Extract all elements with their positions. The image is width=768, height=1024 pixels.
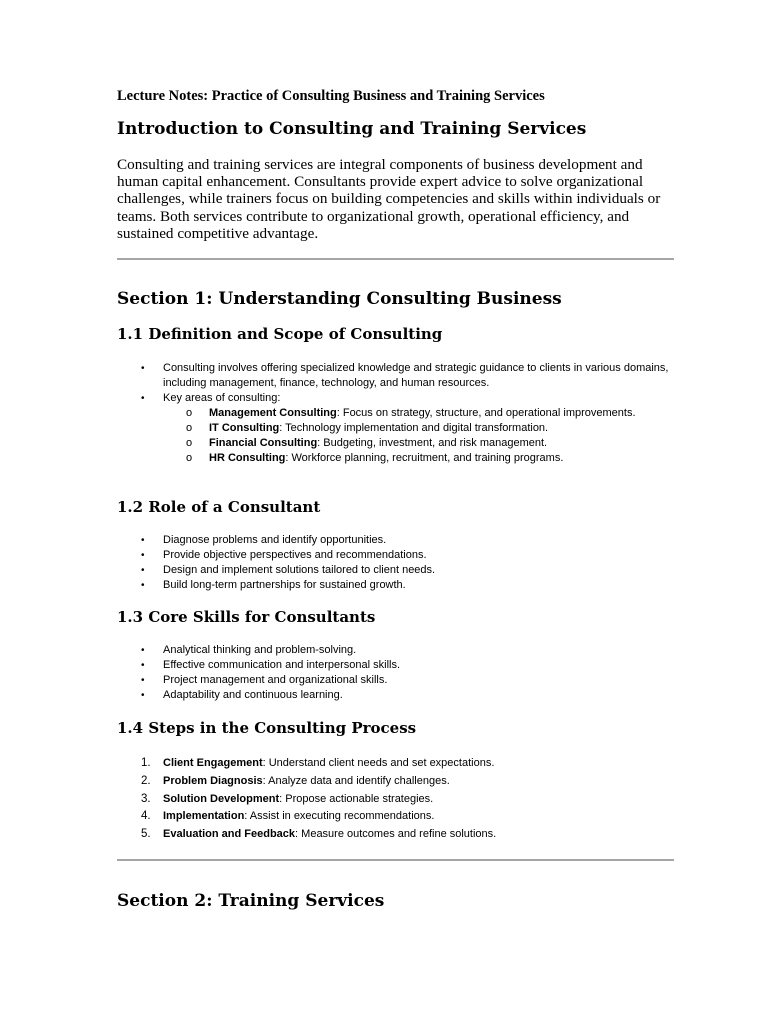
bullet-icon: • bbox=[141, 580, 145, 591]
sub-bullet-icon: o bbox=[186, 437, 193, 449]
bullet-icon: • bbox=[141, 645, 145, 656]
section-2-heading: Section 2: Training Services bbox=[117, 891, 385, 911]
step-term: Client Engagement bbox=[163, 757, 263, 769]
step-term: Solution Development bbox=[163, 792, 280, 805]
bullet-icon: • bbox=[141, 535, 145, 546]
list-item-text: Adaptability and continuous learning. bbox=[163, 689, 343, 701]
area-description: : Budgeting, investment, and risk management. bbox=[317, 437, 548, 449]
list-item-text: Consulting involves offering specialized knowledge and strategic guidance to clients in various domains, including management, finance, technology, and human resources. bbox=[163, 362, 669, 389]
consultant-role-list bbox=[117, 533, 674, 593]
step-description: : Propose actionable strategies. bbox=[279, 792, 434, 805]
section-1-heading: Section 1: Understanding Consulting Business bbox=[117, 289, 562, 309]
list-item bbox=[117, 773, 674, 791]
list-item-text: Key areas of consulting: bbox=[163, 392, 281, 404]
list-item bbox=[117, 578, 674, 593]
list-item bbox=[117, 808, 674, 826]
list-item bbox=[117, 361, 674, 391]
area-term: Management Consulting bbox=[209, 407, 337, 419]
list-item bbox=[117, 658, 674, 673]
step-number: 5. bbox=[141, 828, 151, 841]
sub-bullet-icon: o bbox=[186, 407, 193, 419]
list-item-text: Build long-term partnerships for sustained growth. bbox=[163, 579, 406, 591]
list-item bbox=[117, 563, 674, 578]
subsection-1-2-heading: 1.2 Role of a Consultant bbox=[117, 498, 321, 516]
consulting-definition-list bbox=[117, 361, 674, 466]
bullet-icon: • bbox=[141, 660, 145, 671]
list-item bbox=[117, 643, 674, 658]
sub-bullet-icon: o bbox=[186, 452, 193, 464]
list-item bbox=[117, 548, 674, 563]
bullet-icon: • bbox=[141, 550, 145, 561]
subsection-1-3-heading: 1.3 Core Skills for Consultants bbox=[117, 608, 376, 626]
area-term: IT Consulting bbox=[209, 422, 280, 434]
list-item-text: Analytical thinking and problem-solving. bbox=[163, 644, 357, 656]
list-item bbox=[163, 421, 674, 436]
list-item bbox=[163, 406, 674, 421]
bullet-icon: • bbox=[141, 675, 145, 686]
step-number: 3. bbox=[141, 792, 151, 805]
area-description: : Technology implementation and digital transformation. bbox=[279, 422, 549, 434]
step-term: Problem Diagnosis bbox=[163, 774, 263, 787]
consulting-areas-list bbox=[163, 406, 674, 466]
step-description: : Analyze data and identify challenges. bbox=[262, 774, 450, 787]
list-item bbox=[117, 791, 674, 809]
subsection-1-4-heading: 1.4 Steps in the Consulting Process bbox=[117, 719, 417, 737]
sub-bullet-icon: o bbox=[186, 422, 193, 434]
list-item-text: Diagnose problems and identify opportunities. bbox=[163, 534, 387, 546]
step-description: : Understand client needs and set expectations. bbox=[262, 757, 495, 769]
step-number: 2. bbox=[141, 774, 151, 787]
bullet-icon: • bbox=[141, 393, 145, 404]
step-term: Evaluation and Feedback bbox=[163, 828, 296, 841]
intro-heading: Introduction to Consulting and Training Services bbox=[117, 119, 587, 139]
intro-paragraph: Consulting and training services are integral components of business development and human capital enhancement. Consultants provide expert advice to solve organizational challenges, while trainers focus on building competencies and skills within individuals or teams. Both services contribute to organizational growth, operational efficiency, and sustained competitive advantage. bbox=[117, 156, 661, 242]
list-item-text: Design and implement solutions tailored to client needs. bbox=[163, 564, 436, 576]
bullet-icon: • bbox=[141, 565, 145, 576]
list-item bbox=[117, 826, 674, 844]
list-item bbox=[117, 755, 674, 773]
list-item-text: Project management and organizational skills. bbox=[163, 674, 388, 686]
area-description: : Focus on strategy, structure, and operational improvements. bbox=[336, 407, 636, 419]
list-item bbox=[117, 673, 674, 688]
consulting-steps-list bbox=[117, 755, 674, 844]
area-term: HR Consulting bbox=[209, 452, 286, 464]
step-description: : Measure outcomes and refine solutions. bbox=[295, 828, 497, 841]
step-number: 4. bbox=[141, 810, 151, 823]
area-term: Financial Consulting bbox=[209, 437, 318, 449]
list-item bbox=[117, 391, 674, 466]
step-term: Implementation bbox=[163, 810, 245, 823]
bullet-icon: • bbox=[141, 363, 145, 374]
list-item-text: Provide objective perspectives and recommendations. bbox=[163, 549, 427, 561]
horizontal-rule bbox=[117, 859, 674, 861]
step-description: : Assist in executing recommendations. bbox=[244, 810, 435, 823]
bullet-icon: • bbox=[141, 690, 145, 701]
subsection-1-1-heading: 1.1 Definition and Scope of Consulting bbox=[117, 325, 443, 343]
core-skills-list bbox=[117, 643, 674, 703]
list-item bbox=[163, 451, 674, 466]
list-item bbox=[117, 533, 674, 548]
document-title: Lecture Notes: Practice of Consulting Business and Training Services bbox=[117, 88, 545, 104]
area-description: : Workforce planning, recruitment, and training programs. bbox=[285, 452, 564, 464]
list-item bbox=[163, 436, 674, 451]
list-item-text: Effective communication and interpersonal skills. bbox=[163, 659, 401, 671]
list-item bbox=[117, 688, 674, 703]
horizontal-rule bbox=[117, 258, 674, 260]
step-number: 1. bbox=[141, 757, 151, 769]
